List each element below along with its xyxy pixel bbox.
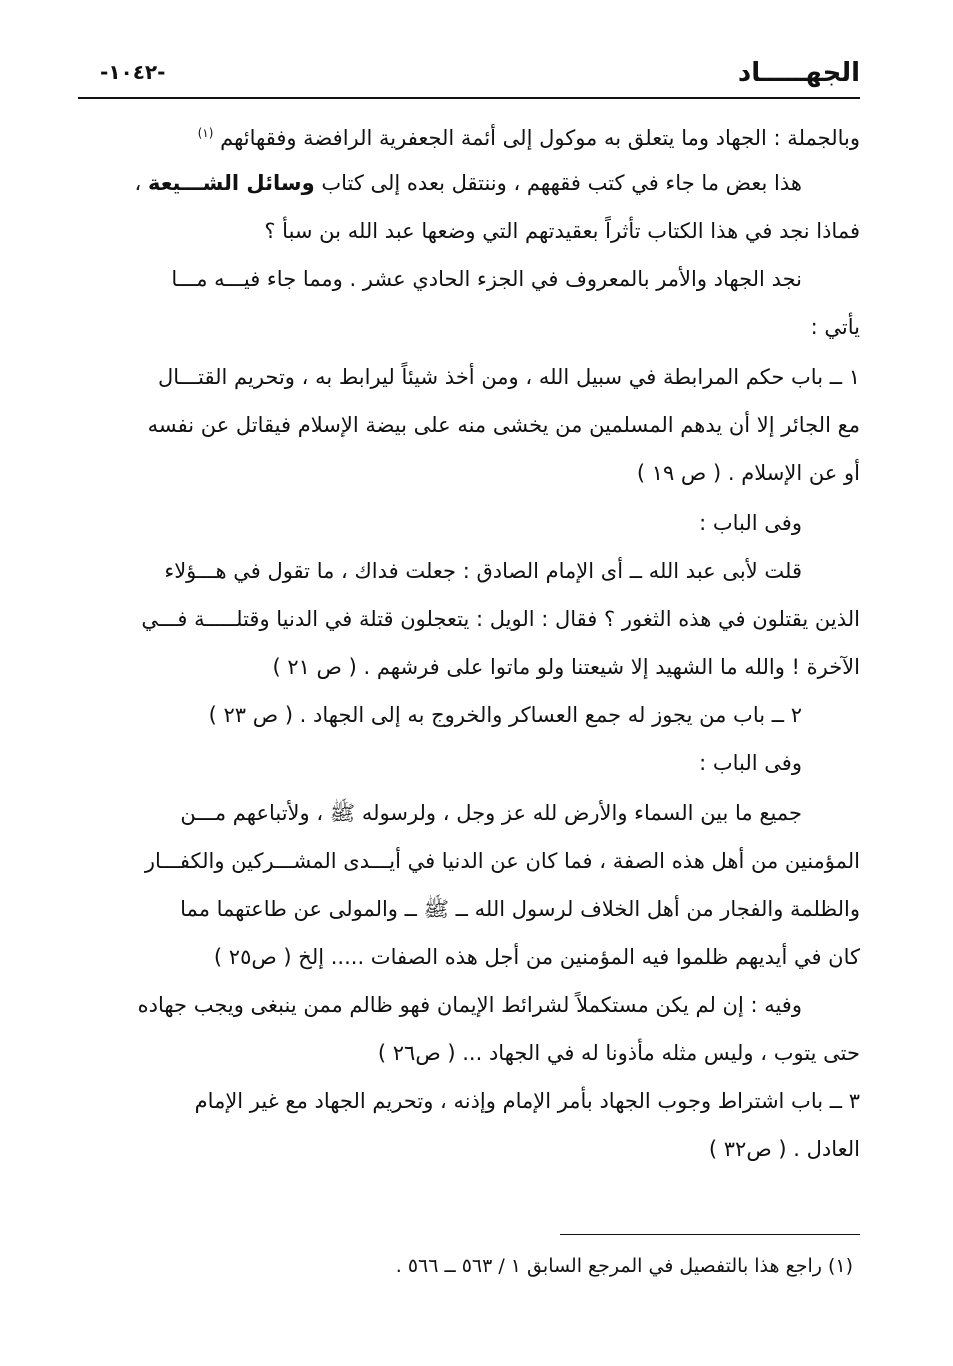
paragraph-line: والظلمة والفجار من أهل الخلاف لرسول الله ــ ﷺ ــ والمولى عن طاعتهما مما	[180, 897, 860, 921]
footnote-ref: (١)	[197, 126, 214, 140]
footnote: (١) راجع هذا بالتفصيل في المرجع السابق ١ / ٥٦٣ ــ ٥٦٦ .	[395, 1255, 853, 1277]
paragraph-line: يأتي :	[810, 315, 860, 339]
paragraph-line: ٣ ــ باب اشتراط وجوب الجهاد بأمر الإمام وإذنه ، وتحريم الجهاد مع غير الإمام	[194, 1089, 860, 1113]
header-divider	[78, 97, 860, 99]
paragraph-line: ١ ــ باب حكم المرابطة في سبيل الله ، ومن أخذ شيئاً ليرابط به ، وتحريم القتـــال	[158, 365, 860, 389]
paragraph-line: الذين يقتلون في هذه الثغور ؟ فقال : الويل : يتعجلون قتلة في الدنيا وقتلـــــة فـــي	[141, 607, 860, 631]
paragraph-line: المؤمنين من أهل هذه الصفة ، فما كان عن الدنيا في أيـــدى المشـــركين والكفـــار	[144, 849, 860, 873]
footnote-divider	[560, 1234, 860, 1235]
page-header	[78, 58, 860, 98]
paragraph-line: الآخرة ! والله ما الشهيد إلا شيعتنا ولو ماتوا على فرشهم . ( ص ٢١ )	[272, 655, 860, 679]
paragraph-line: أو عن الإسلام . ( ص ١٩ )	[636, 461, 860, 485]
line-text: هذا بعض ما جاء في كتب فقههم ، وننتقل بعده إلى كتاب	[321, 171, 802, 195]
paragraph-line: قلت لأبى عبد الله ــ أى الإمام الصادق : جعلت فداك ، ما تقول في هـــؤلاء	[164, 559, 802, 583]
line-text: ،	[134, 171, 142, 195]
running-title: الجهـــــاد	[737, 58, 860, 88]
paragraph-line: وفى الباب :	[699, 751, 802, 775]
paragraph-line: ٢ ــ باب من يجوز له جمع العساكر والخروج به إلى الجهاد . ( ص ٢٣ )	[208, 703, 802, 727]
paragraph-line	[134, 168, 802, 198]
paragraph-line: حتى يتوب ، وليس مثله مأذونا له في الجهاد ... ( ص٢٦ )	[377, 1041, 860, 1065]
paragraph-line: فماذا نجد في هذا الكتاب تأثراً بعقيدتهم التي وضعها عبد الله بن سبأ ؟	[264, 219, 860, 243]
paragraph-line: نجد الجهاد والأمر بالمعروف في الجزء الحادي عشر . ومما جاء فيـــه مـــا	[171, 267, 802, 291]
paragraph-line	[198, 118, 860, 153]
paragraph-line: العادل . ( ص٣٢ )	[708, 1137, 860, 1161]
paragraph-line: وفى الباب :	[699, 511, 802, 535]
paragraph-line: وفيه : إن لم يكن مستكملاً لشرائط الإيمان فهو ظالم ممن ينبغى ويجب جهاده	[137, 993, 802, 1017]
page-number: -١٠٤٢-	[100, 60, 166, 84]
paragraph-line: مع الجائر إلا أن يدهم المسلمين من يخشى منه على بيضة الإسلام فيقاتل عن نفسه	[147, 413, 860, 437]
paragraph-line: جميع ما بين السماء والأرض لله عز وجل ، ولرسوله ﷺ ، ولأتباعهم مـــن	[180, 801, 802, 825]
book-title: وسائل الشـــيعة	[147, 171, 315, 195]
line-text: وبالجملة : الجهاد وما يتعلق به موكول إلى أئمة الجعفرية الرافضة وفقهائهم	[220, 126, 860, 150]
paragraph-line: كان في أيديهم ظلموا فيه المؤمنين من أجل هذه الصفات ..... إلخ ( ص٢٥ )	[213, 945, 860, 969]
